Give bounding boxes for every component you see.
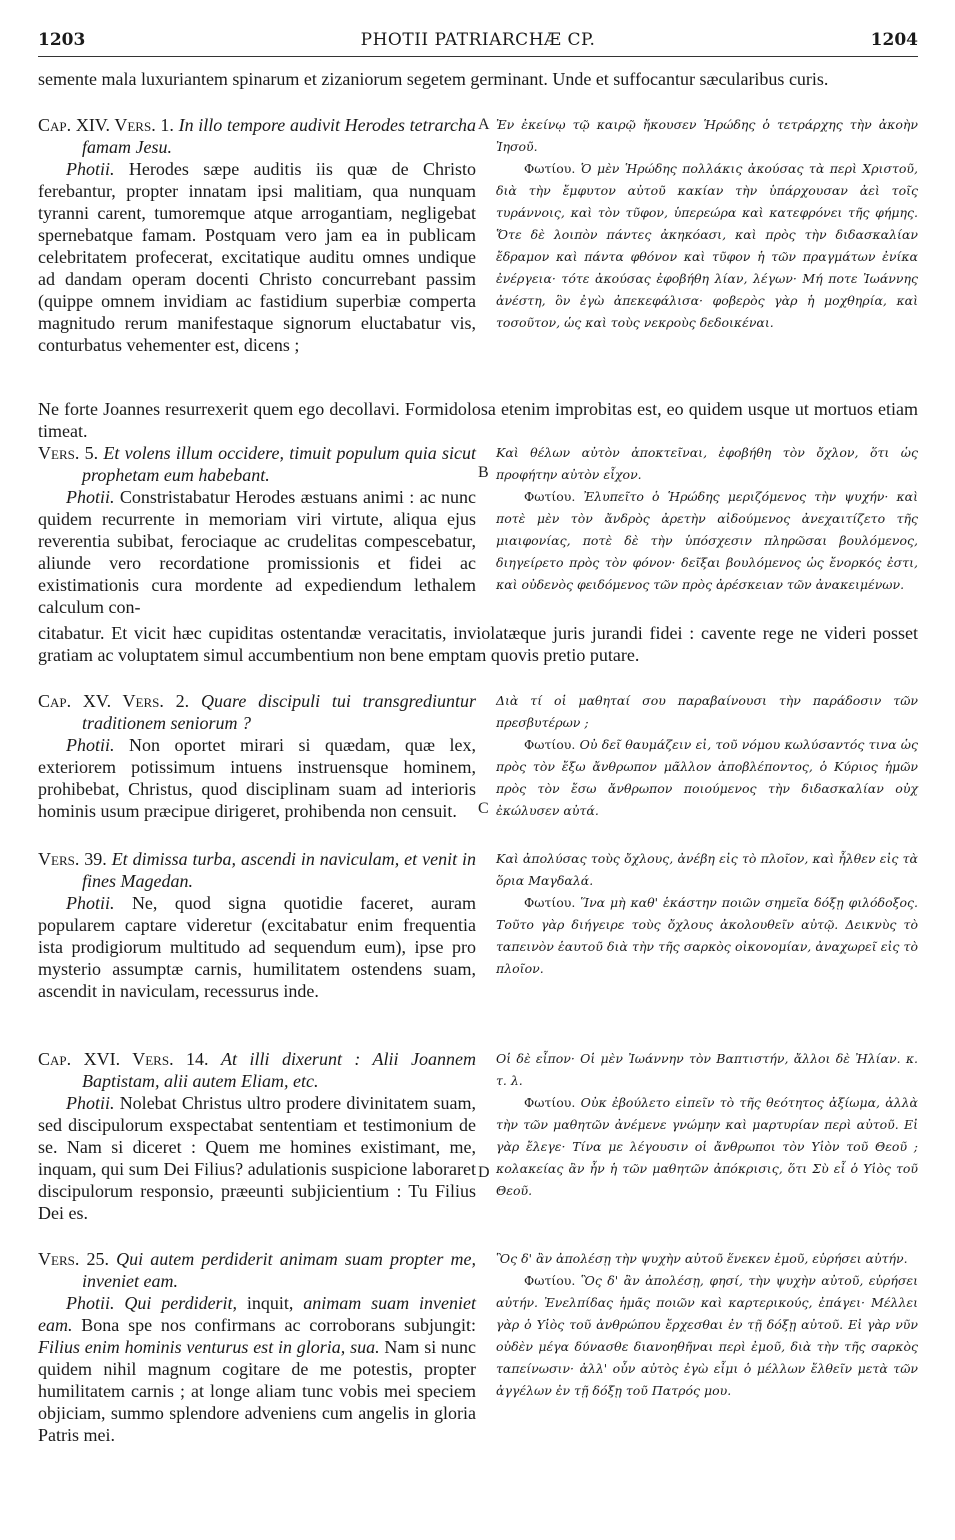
greek-heading: Ὃς δ' ἂν ἀπολέσῃ τὴν ψυχὴν αὐτοῦ ἕνεκεν ἐμοῦ, εὑρήσει αὐτήν. [496, 1251, 908, 1266]
header-rule [38, 56, 918, 57]
verse-reference: Vers. 5. [38, 443, 99, 463]
bridge-paragraph-1 [38, 398, 918, 442]
column-marker-b: B [478, 464, 489, 481]
greek-commentary [496, 158, 918, 334]
latin-heading [38, 442, 476, 486]
verse-reference: Vers. 39. [38, 849, 107, 869]
verse-reference: Cap. XV. Vers. 2. [38, 691, 190, 711]
page-number-left: 1203 [38, 30, 86, 50]
commentary-text: Herodes sæpe auditis iis quæ de Christo ferebantur, propter innatam ipsi malitiam, qua nunquam tyranni carent, tumoremque atque arrogantiam, negligebat spernebatque famam. Postquam vero jam ea in publicam celebritatem profecerat, excitatique auditu omnes undique ad dandam operam docenti Christo concurrebant passim (quippe omnem invidiam ac fastidium superbiæ comperta magnitudo rerum manifestaque signorum eluctabatur vis, conturbatus vehementer est, dicens ; [38, 159, 476, 355]
commentary-text-2: Bona spe nos confirmans ac corroborans subjungit: [72, 1315, 476, 1335]
verse-quote: At illi dixerunt : Alii Joannem Baptistam, alii autem Eliam, etc. [82, 1049, 476, 1091]
column-marker-c: C [478, 800, 489, 817]
verse-quote: Et volens illum occidere, timuit populum quia sicut prophetam eum habebant. [82, 443, 476, 485]
quoted-phrase-2: animam suam inveniet eam. [38, 1293, 476, 1335]
verse-reference: Cap. XVI. Vers. 14. [38, 1049, 209, 1069]
latin-commentary [38, 158, 476, 356]
latin-heading [38, 1248, 476, 1292]
greek-text: Οὐ δεῖ θαυμάζειν εἰ, τοῦ νόμου κωλύσαντός τινα ὡς πρὸς τὸν ἔξω ἄνθρωπον μᾶλλον ἀποβλέποντος, ὁ Κύριος ἡμῶν πρὸς τὸν ἔσω ἄνθρωπον ποιούμενος τὴν διδασκαλίαν οὐχ ἐκώλυσεν αὐτά. [496, 737, 918, 818]
bridge-text-1: Ne forte Joannes resurrexerit quem ego decollavi. Formidolosa etenim improbitas est, eo quidem usque ut mortuos etiam timeat. [38, 399, 918, 441]
greek-label: Φωτίου. [524, 161, 576, 176]
greek-text: Ἐλυπεῖτο ὁ Ἡρώδης μεριζόμενος τὴν ψυχήν· καὶ ποτὲ μὲν τὸν ἄνδρὸς ἀρετὴν αἰδούμενος ἀνεχαιτίζετο τῆς μιαιφονίας, ποτὲ δὲ τὴν ὑπόσχεσιν πληρῶσαι βουλόμενος, διηγείρετο πρὸς τὸν φόνον· δεῖξαι βουλόμενος ὡς ἔνορκός ἐστι, καὶ οὐδενὸς φειδόμενος τῶν πρὸς ἀρέσκειαν τῶν ἀνακειμένων. [496, 489, 918, 592]
verse-quote: Et dimissa turba, ascendi in naviculam, et venit in fines Magedan. [82, 849, 476, 891]
greek-text: Ὃς δ' ἂν ἀπολέσῃ, φησί, τὴν ψυχὴν αὐτοῦ, εὑρήσει αὐτήν. Ἐνελπίδας ἡμᾶς ποιῶν καὶ καρτερικούς, ἐπάγει· Μέλλει γὰρ ὁ Υἱὸς τοῦ ἀνθρώπου ἔρχεσθαι ἐν τῇ δόξῃ αὐτοῦ. Εἰ γὰρ νῦν οὐδὲν μέγα δύνασθε διανοηθῆναι περὶ ἐμοῦ, διὰ τὴν τῆς σαρκὸς ταπείνωσιν· ἀλλ' οὖν αὐτὸς ἐγὼ εἶμι ὁ μέλλων ἔλθεῖν μετὰ τῶν ἀγγέλων ἐν τῇ δόξῃ τοῦ Πατρός μου. [496, 1273, 918, 1398]
latin-commentary [38, 1092, 476, 1224]
commentary-label: Photii. [66, 487, 115, 507]
bridge-text-2: citabatur. Et vicit hæc cupiditas ostentandæ veracitatis, inviolatæque juris jurandi fidei : cavente rege ne videri posset gratiam ac voluptatem simul accumbentium non bene emptam quovis pretio putare. [38, 623, 918, 665]
greek-label: Φωτίου. [524, 737, 576, 752]
latin-commentary [38, 892, 476, 1002]
greek-label: Φωτίου. [524, 1095, 576, 1110]
greek-column [496, 114, 918, 334]
latin-heading [38, 690, 476, 734]
greek-commentary [496, 1092, 918, 1202]
commentary-text: Ne, quod signa quotidie faceret, auram popularem captare videretur (excitabatur enim frequentia ista prodigiorum multitudo ad sequendum eum), ipse pro mysterio assumptæ carnis, humilitatem ostendens suam, ascendit in naviculam, recessurus inde. [38, 893, 476, 1001]
verse-reference: Cap. XIV. Vers. 1. [38, 115, 174, 135]
commentary-text: Non oportet mirari si quædam, quæ lex, exteriorem potissimum intuens instruensque hominem, prohibebat, Christus, quod disciplinam suam ad interioris hominis usum præcipue dirigeret, prohibenda non censuit. [38, 735, 477, 821]
latin-heading [38, 114, 476, 158]
latin-heading [38, 1048, 476, 1092]
column-marker-d: D [478, 1164, 490, 1181]
greek-label: Φωτίου. [524, 1273, 576, 1288]
greek-heading: Διὰ τί οἱ μαθηταί σου παραβαίνουσι τὴν παράδοσιν τῶν πρεσβυτέρων ; [496, 693, 918, 730]
latin-commentary [38, 734, 476, 822]
quoted-phrase-3: Filius enim hominis venturus est in gloria, sua. [38, 1337, 380, 1357]
greek-column [496, 1248, 918, 1402]
commentary-text-3: Nam si nunc quidem nihil magnum cogitare de me potestis, propter humilitatem carnis ; at longe aliam tunc vobis mei speciem objiciam, summo splendore adveniens cum angelis in gloria Patris mei. [38, 1337, 476, 1445]
greek-text: Οὐκ ἐβούλετο εἰπεῖν τὸ τῆς θεότητος ἀξίωμα, ἀλλὰ τὴν τῶν μαθητῶν ἀνέμενε γνώμην καὶ μαρτυρίαν περὶ αὐτοῦ. Εἰ γὰρ ἔλεγε· Τίνα με λέγουσιν οἱ ἄνθρωποι τὸν Υἱὸν τοῦ Θεοῦ ; κολακείας ἂν ἦν ἡ τῶν μαθητῶν ἀπόκρισις, ὅτι Σὺ εἶ ὁ Υἱὸς τοῦ Θεοῦ. [496, 1095, 918, 1198]
greek-commentary [496, 1270, 918, 1402]
commentary-label: Photii. [66, 1293, 115, 1313]
page-number-right: 1204 [870, 30, 918, 50]
latin-column [38, 690, 476, 822]
greek-label: Φωτίου. [524, 895, 576, 910]
latin-column [38, 1248, 476, 1446]
commentary-text-1: inquit, [237, 1293, 304, 1313]
latin-commentary [38, 486, 476, 618]
commentary-label: Photii. [66, 1093, 115, 1113]
page-title: PHOTII PATRIARCHÆ CP. [360, 30, 596, 50]
verse-quote: Quare discipuli tui transgrediuntur traditionem seniorum ? [82, 691, 477, 733]
latin-commentary [38, 1292, 476, 1446]
greek-column [496, 442, 918, 596]
running-header [38, 30, 918, 60]
greek-commentary [496, 892, 918, 980]
greek-column [496, 848, 918, 980]
greek-label: Φωτίου. [524, 489, 576, 504]
greek-heading: Ἐν ἐκείνῳ τῷ καιρῷ ἤκουσεν Ἡρώδης ὁ τετράρχης τὴν ἀκοὴν Ἰησοῦ. [496, 117, 918, 154]
greek-column [496, 1048, 918, 1202]
greek-column [496, 690, 918, 822]
latin-heading [38, 848, 476, 892]
opening-text: semente mala luxuriantem spinarum et zizaniorum segetem germinant. Unde et suffocantur sæcularibus curis. [38, 69, 829, 89]
greek-commentary [496, 734, 918, 822]
greek-text: Ἵνα μὴ καθ' ἑκάστην ποιῶν σημεῖα δόξῃ φιλόδοξος. Τοῦτο γὰρ διήγειρε τοὺς ὄχλους ἀκολουθεῖν αὐτῷ. Δεικνὺς τὸ ταπεινὸν ἑαυτοῦ διὰ τὴν τῆς σαρκὸς οἰκονομίαν, ἀναχωρεῖ εἰς τὸ πλοῖον. [496, 895, 918, 976]
commentary-text: Constristabatur Herodes æstuans animi : ac nunc quidem recurrente in memoriam viri virtute, aliqua ejus reverentia subibat, ferociaque ac crudelitas compescebatur, aliunde vero recordatione promissionis et fidei ac existimationis cura mordente ad expediendum lethalem calculum con- [38, 487, 477, 617]
greek-commentary [496, 486, 918, 596]
verse-quote: Qui autem perdiderit animam suam propter me, inveniet eam. [82, 1249, 477, 1291]
verse-reference: Vers. 25. [38, 1249, 109, 1269]
greek-heading: Οἱ δὲ εἶπον· Οἱ μὲν Ἰωάννην τὸν Βαπτιστήν, ἄλλοι δὲ Ἠλίαν. κ. τ. λ. [496, 1051, 918, 1088]
latin-column [38, 848, 476, 1002]
commentary-text: Nolebat Christus ultro prodere divinitatem suam, sed discipulorum exspectabat sententiam et testimonium de se. Nam si diceret : Quem me homines existimant, me, inquam, qui sum Dei Filius? adulationis suspicione laboraret discipulorum responsio, præeunti subjicientium : Tu Filius Dei es. [38, 1093, 477, 1223]
latin-column [38, 442, 476, 618]
commentary-label: Photii. [66, 735, 115, 755]
opening-paragraph [38, 68, 918, 90]
latin-column [38, 1048, 476, 1224]
greek-text: Ὁ μὲν Ἡρώδης πολλάκις ἀκούσας τὰ περὶ Χριστοῦ, διὰ τὴν ἔμφυτον αὐτοῦ κακίαν τὴν ὑπάρχουσαν ἀεὶ τοῖς τυράννοις, καὶ τὸν τῦφον, ὑπερεώρα καὶ κατεφρόνει τῆς φήμης. Ὅτε δὲ λοιπὸν πάντες ἀκηκόασι, καὶ πρὸς τὴν διδασκαλίαν ἔδραμον καὶ πάντα φθόνον καὶ τῦφον ἡ τῶν πραγμάτων ἐνίκα ἐνέργεια· τότε ἀκούσας ἐφοβήθη λίαν, λέγων· Μή ποτε Ἰωάννης ἀνέστη, ὃν ἐγὼ ἀπεκεφάλισα· φοβερὸς γὰρ ἡ μοχθηρία, καὶ τοσοῦτον, ὡς καὶ τοὺς νεκροὺς δεδοικέναι. [496, 161, 918, 330]
commentary-label: Photii. [66, 159, 115, 179]
greek-heading: Καὶ θέλων αὐτὸν ἀποκτεῖναι, ἐφοβήθη τὸν ὄχλον, ὅτι ὡς προφήτην αὐτὸν εἶχον. [496, 445, 918, 482]
verse-quote: In illo tempore audivit Herodes tetrarcha famam Jesu. [82, 115, 477, 157]
commentary-label: Photii. [66, 893, 115, 913]
bridge-paragraph-2 [38, 622, 918, 666]
latin-column [38, 114, 476, 356]
column-marker-a: A [478, 116, 490, 133]
greek-heading: Καὶ ἀπολύσας τοὺς ὄχλους, ἀνέβη εἰς τὸ πλοῖον, καὶ ἦλθεν εἰς τὰ ὅρια Μαγδαλά. [496, 851, 918, 888]
quoted-phrase-1: Qui perdiderit, [124, 1293, 238, 1313]
